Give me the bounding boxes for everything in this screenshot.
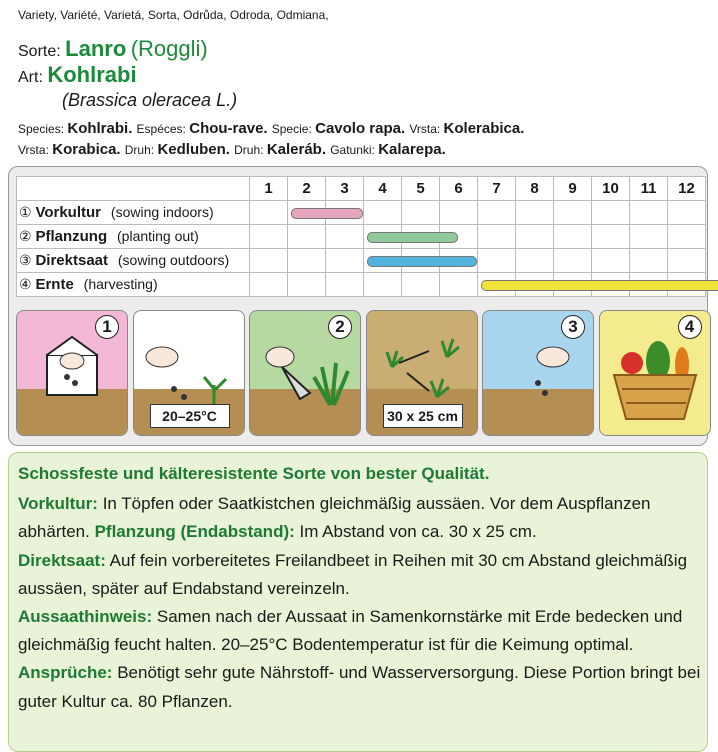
aussaathinweis-text: Samen nach der Aussaat in Samenkornstärke mit Erde bedecken und gleichmäßig feucht halten. 20–25°C Bodentemperatur ist für die Keimung optimal. <box>18 607 682 654</box>
species-lang-label: Espéces: <box>137 122 190 136</box>
month-cell <box>326 273 364 297</box>
direktsaat-text: Auf fein vorbereitetes Freilandbeet in Reihen mit 30 cm Abstand gleichmäßig aussäen, später auf Endabstand vereinzeln. <box>18 551 687 598</box>
activity-name: Vorkultur <box>35 204 101 221</box>
vorkultur-text: In Töpfen oder Saatkistchen gleichmäßig aussäen. Vor dem Auspflanzen abhärten. <box>18 494 651 541</box>
month-cell <box>440 201 478 225</box>
step-number-badge: 3 <box>561 315 585 339</box>
month-cell <box>250 225 288 249</box>
month-cell <box>364 201 402 225</box>
pflanzung-text: Im Abstand von ca. 30 x 25 cm. <box>295 522 537 541</box>
activity-note: (planting out) <box>113 228 199 244</box>
activity-period-bar <box>367 256 477 267</box>
month-header: 10 <box>592 177 630 201</box>
step-illustration <box>482 310 594 436</box>
month-cell <box>288 225 326 249</box>
month-cell <box>630 201 668 225</box>
month-header: 11 <box>630 177 668 201</box>
activity-period-bar <box>367 232 458 243</box>
species-lang-label: Gatunki: <box>330 143 378 157</box>
month-cell <box>364 273 402 297</box>
art-value: Kohlrabi <box>47 62 136 87</box>
species-lang-value: Kohlrabi. <box>67 120 136 137</box>
month-cell <box>630 225 668 249</box>
species-translations <box>18 118 708 160</box>
direktsaat-key: Direktsaat: <box>18 551 106 570</box>
step-number-badge: 1 <box>95 315 119 339</box>
activity-note: (sowing outdoors) <box>114 252 229 268</box>
month-cell <box>554 249 592 273</box>
month-cell <box>668 249 706 273</box>
month-cell <box>402 273 440 297</box>
hand-sowing-pot-icon <box>17 327 127 412</box>
month-header: 1 <box>250 177 288 201</box>
month-cell <box>668 201 706 225</box>
species-lang-label: Vrsta: <box>18 143 52 157</box>
variety-line: Variety, Variété, Varietá, Sorta, Odrůda, Odroda, Odmiana, <box>18 8 329 22</box>
month-cell <box>478 201 516 225</box>
activity-name: Ernte <box>35 276 73 293</box>
step-illustration <box>16 310 128 436</box>
activity-name: Pflanzung <box>35 228 107 245</box>
calendar-corner <box>17 177 250 201</box>
step-number-badge: 2 <box>328 315 352 339</box>
month-cell <box>478 249 516 273</box>
art-label: Art: <box>18 69 43 86</box>
calendar-row <box>17 249 706 273</box>
ansprueche-key: Ansprüche: <box>18 663 112 682</box>
activity-period-bar <box>291 208 363 219</box>
activity-period-bar <box>481 280 718 291</box>
sorte-paren: (Roggli) <box>131 36 208 61</box>
species-lang-label: Druh: <box>125 143 158 157</box>
sorte-value: Lanro <box>65 36 126 61</box>
calendar-row-label <box>17 225 250 249</box>
step-illustration <box>366 310 478 436</box>
hand-sowing-icon <box>483 327 593 412</box>
month-cell <box>516 201 554 225</box>
month-header: 8 <box>516 177 554 201</box>
seedling-icon <box>134 327 244 412</box>
month-cell <box>478 225 516 249</box>
calendar-row-label <box>17 201 250 225</box>
month-cell <box>288 273 326 297</box>
trowel-planting-icon <box>250 327 360 412</box>
species-lang-value: Cavolo rapa. <box>315 120 409 137</box>
sorte-label: Sorte: <box>18 43 61 60</box>
info-headline: Schossfeste und kälteresistente Sorte von bester Qualität. <box>18 460 702 488</box>
month-cell <box>440 273 478 297</box>
sowing-calendar <box>16 176 706 297</box>
month-cell <box>250 249 288 273</box>
latin-name: (Brassica oleracea L.) <box>62 90 237 111</box>
species-name <box>18 62 137 88</box>
species-lang-label: Vrsta: <box>409 122 443 136</box>
aussaathinweis-key: Aussaathinweis: <box>18 607 152 626</box>
step-number: ① <box>19 204 35 220</box>
month-cell <box>326 249 364 273</box>
month-header: 3 <box>326 177 364 201</box>
step-label: 20–25°C <box>150 404 230 428</box>
activity-note: (harvesting) <box>80 276 158 292</box>
species-lang-value: Kolerabica. <box>444 120 525 137</box>
month-cell <box>554 225 592 249</box>
step-illustration <box>133 310 245 436</box>
step-number: ③ <box>19 252 35 268</box>
month-cell <box>516 225 554 249</box>
calendar-row <box>17 225 706 249</box>
species-lang-value: Korabica. <box>52 141 125 158</box>
month-cell <box>592 225 630 249</box>
step-illustration <box>249 310 361 436</box>
month-cell <box>592 201 630 225</box>
vegetable-basket-icon <box>600 323 710 436</box>
species-lang-label: Specie: <box>272 122 315 136</box>
species-lang-value: Chou-rave. <box>189 120 272 137</box>
month-header: 5 <box>402 177 440 201</box>
activity-name: Direktsaat <box>35 252 108 269</box>
month-header: 9 <box>554 177 592 201</box>
month-header: 4 <box>364 177 402 201</box>
month-cell <box>326 225 364 249</box>
month-cell <box>250 201 288 225</box>
month-header: 6 <box>440 177 478 201</box>
species-lang-value: Kalarepa. <box>378 141 446 158</box>
month-cell <box>554 201 592 225</box>
month-cell <box>288 249 326 273</box>
vorkultur-key: Vorkultur: <box>18 494 98 513</box>
month-header: 7 <box>478 177 516 201</box>
step-label: 30 x 25 cm <box>383 404 463 428</box>
step-number: ② <box>19 228 35 244</box>
calendar-row-label <box>17 273 250 297</box>
month-cell <box>668 225 706 249</box>
variety-name <box>18 36 208 62</box>
month-header: 12 <box>668 177 706 201</box>
ansprueche-text: Benötigt sehr gute Nährstoff- und Wasserversorgung. Diese Portion bringt bei guter Kultur ca. 80 Pflanzen. <box>18 663 700 710</box>
month-cell <box>250 273 288 297</box>
step-number-badge: 4 <box>678 315 702 339</box>
pflanzung-key: Pflanzung (Endabstand): <box>95 522 295 541</box>
month-cell <box>402 201 440 225</box>
species-lang-label: Druh: <box>234 143 267 157</box>
species-lang-value: Kaleráb. <box>267 141 330 158</box>
activity-note: (sowing indoors) <box>107 204 214 220</box>
month-header: 2 <box>288 177 326 201</box>
step-illustration <box>599 310 711 436</box>
step-number: ④ <box>19 276 35 292</box>
species-lang-value: Kedluben. <box>157 141 234 158</box>
plant-spacing-icon <box>367 327 477 412</box>
month-cell <box>630 249 668 273</box>
month-cell <box>516 249 554 273</box>
info-text <box>18 460 702 716</box>
month-cell <box>592 249 630 273</box>
species-lang-label: Species: <box>18 122 67 136</box>
calendar-row-label <box>17 249 250 273</box>
